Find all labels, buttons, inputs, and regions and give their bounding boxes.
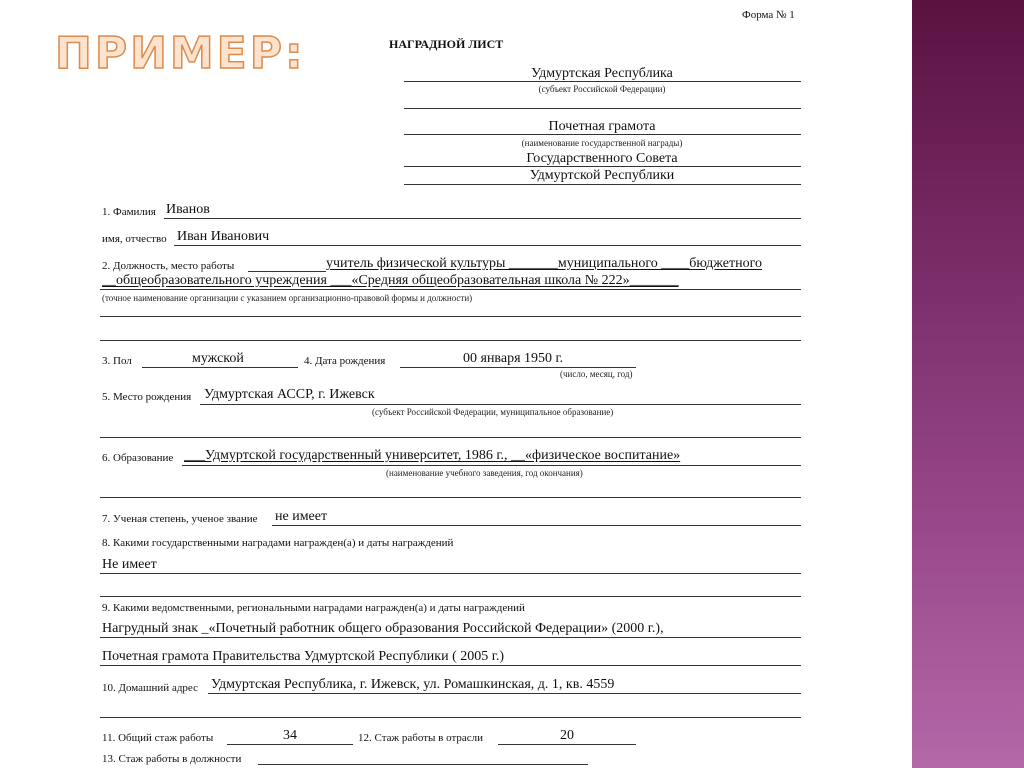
surname-value: Иванов — [166, 202, 210, 217]
birthplace-underline — [200, 404, 801, 405]
education-underline — [182, 465, 801, 466]
name-underline — [174, 245, 801, 246]
state-awards-underline — [100, 573, 801, 574]
subject-underline — [404, 81, 801, 82]
state-awards-value: Не имеет — [102, 557, 157, 572]
position-experience-underline — [258, 764, 588, 765]
birthdate-label: 4. Дата рождения — [304, 355, 386, 367]
award-note: (наименование государственной награды) — [521, 138, 683, 148]
education-note: (наименование учебного заведения, год окончания) — [386, 468, 583, 478]
degree-value: не имеет — [275, 509, 328, 524]
address-label: 10. Домашний адрес — [102, 682, 198, 694]
position-note: (точное наименование организации с указанием организационно-правовой формы и должности) — [102, 293, 473, 303]
blank-line — [100, 437, 801, 438]
birthdate-note: (число, месяц, год) — [560, 369, 633, 379]
slide-title: ПРИМЕР: — [55, 28, 306, 79]
position-experience-label: 13. Стаж работы в должности — [102, 753, 242, 765]
industry-experience-underline — [498, 744, 636, 745]
name-value: Иван Иванович — [177, 229, 270, 244]
education-value: ___Удмуртской государственный университет, 1986 г., __«физическое воспитание» — [184, 448, 681, 463]
total-experience-value: 34 — [283, 728, 297, 743]
blank-line — [100, 316, 801, 317]
award-value: Почетная грамота — [548, 119, 656, 134]
position-leader-line — [248, 271, 326, 272]
position-value-line-2: __общеобразовательного учреждения ___«Средняя общеобразовательная школа № 222»_______ — [102, 273, 679, 288]
form-number: Форма № 1 — [742, 9, 795, 21]
position-underline — [100, 289, 801, 290]
birthplace-label: 5. Место рождения — [102, 391, 192, 403]
subject-value: Удмуртская Республика — [531, 66, 673, 81]
birthplace-value: Удмуртская АССР, г. Ижевск — [204, 387, 375, 402]
blank-line — [100, 596, 801, 597]
blank-line — [100, 497, 801, 498]
blank-line — [100, 340, 801, 341]
award-underline — [404, 134, 801, 135]
dept-awards-line-2: Почетная грамота Правительства Удмуртской Республики ( 2005 г.) — [102, 649, 505, 664]
education-label: 6. Образование — [102, 452, 174, 464]
state-awards-label: 8. Какими государственными наградами награжден(а) и даты награждений — [102, 537, 454, 549]
blank-line — [100, 717, 801, 718]
birthdate-value: 00 января 1950 г. — [463, 351, 564, 366]
address-value: Удмуртская Республика, г. Ижевск, ул. Ромашкинская, д. 1, кв. 4559 — [211, 677, 615, 692]
form-heading: НАГРАДНОЙ ЛИСТ — [389, 37, 504, 51]
subject-note: (субъект Российской Федерации) — [538, 84, 666, 94]
decorative-side-bar — [912, 0, 1024, 768]
dept-awards-underline-2 — [100, 665, 801, 666]
surname-label: 1. Фамилия — [102, 206, 156, 218]
blank-line — [404, 108, 801, 109]
award-line-3-underline — [404, 184, 801, 185]
position-value-line-1: учитель физической культуры _______муниципального ____бюджетного — [326, 256, 763, 271]
total-experience-label: 11. Общий стаж работы — [102, 732, 214, 744]
dept-awards-line-1: Нагрудный знак _«Почетный работник общего образования Российской Федерации» (2000 г.), — [102, 621, 664, 636]
award-line-2: Государственного Совета — [526, 151, 678, 166]
award-line-2-underline — [404, 166, 801, 167]
birthplace-note: (субъект Российской Федерации, муниципальное образование) — [372, 407, 614, 417]
dept-awards-label: 9. Какими ведомственными, региональными наградами награжден(а) и даты награждений — [102, 602, 525, 614]
industry-experience-label: 12. Стаж работы в отрасли — [358, 732, 484, 744]
gender-value: мужской — [192, 351, 244, 366]
degree-underline — [272, 525, 801, 526]
award-line-3: Удмуртской Республики — [529, 168, 675, 183]
gender-label: 3. Пол — [102, 355, 132, 367]
surname-underline — [164, 218, 801, 219]
position-label: 2. Должность, место работы — [102, 260, 235, 272]
gender-underline — [142, 367, 298, 368]
industry-experience-value: 20 — [560, 728, 574, 743]
total-experience-underline — [227, 744, 353, 745]
birthdate-underline — [400, 367, 636, 368]
address-underline — [208, 693, 801, 694]
name-label: имя, отчество — [102, 233, 167, 245]
dept-awards-underline-1 — [100, 637, 801, 638]
degree-label: 7. Ученая степень, ученое звание — [102, 513, 258, 525]
